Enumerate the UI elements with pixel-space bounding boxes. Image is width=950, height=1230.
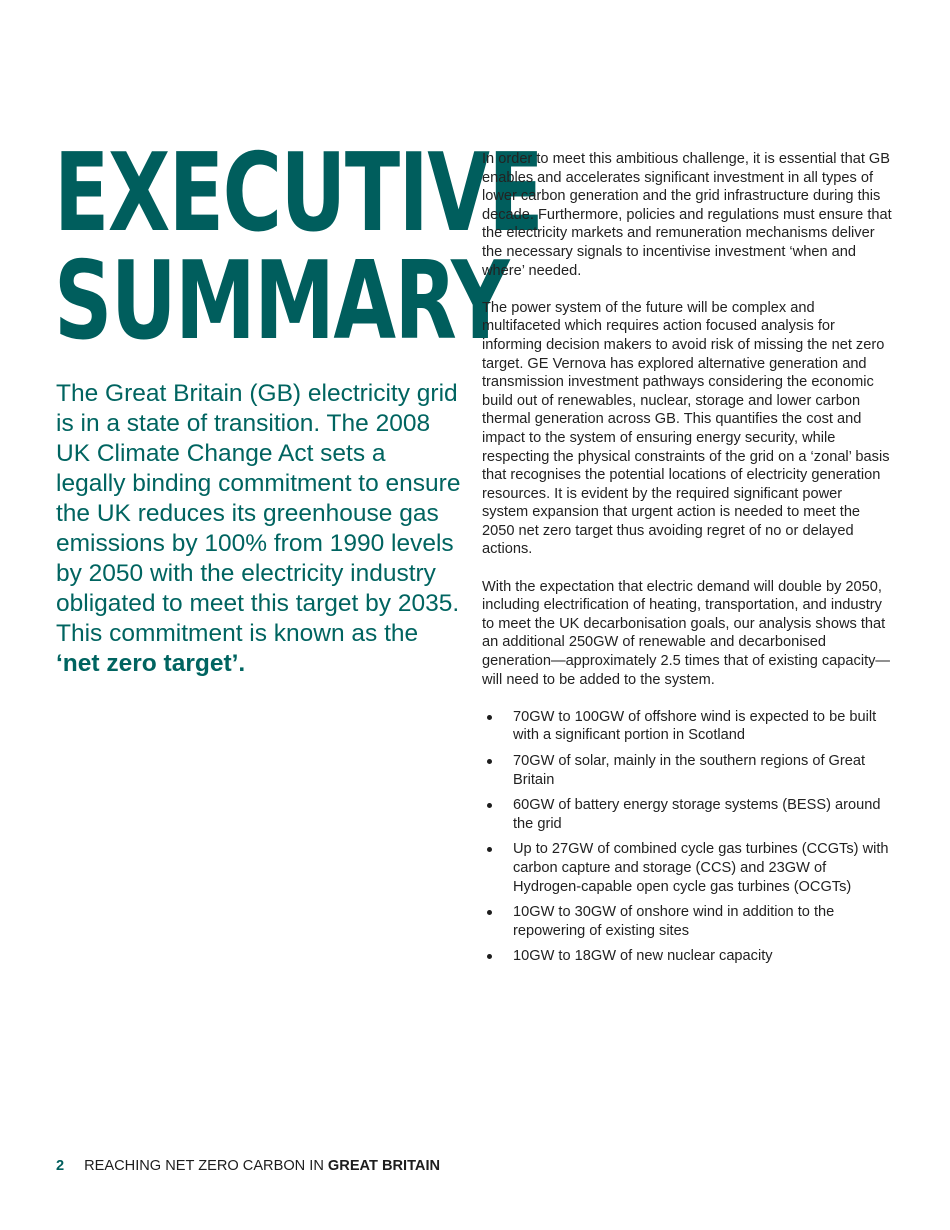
list-item: 70GW of solar, mainly in the southern regions of Great Britain — [482, 752, 892, 789]
list-item: 60GW of battery energy storage systems (BESS) around the grid — [482, 796, 892, 833]
capacity-list — [482, 708, 892, 966]
page-number: 2 — [56, 1158, 65, 1174]
page-title — [54, 131, 543, 364]
list-item: 70GW to 100GW of offshore wind is expected to be built with a significant portion in Scotland — [482, 708, 892, 745]
body-column — [482, 150, 892, 973]
intro-text: The Great Britain (GB) electricity grid is in a state of transition. The 2008 UK Climate Change Act sets a legally binding commitment to ensure the UK reduces its greenhouse gas emissions by 100% from 1990 levels by 2050 with the electricity industry obligated to meet this target by 2035. This commitment is known as the — [56, 380, 461, 647]
title-line-2: SUMMARY — [54, 239, 509, 364]
body-paragraph-2: The power system of the future will be complex and multifaceted which requires action focused analysis for informing decision makers to avoid risk of missing the net zero target. GE Vernova has explored alternative generation and transmission investment pathways considering the economic build out of renewables, nuclear, storage and lower carbon thermal generation across GB. This quantifies the cost and impact to the system of ensuring energy security, while respecting the physical constraints of the grid on a ‘zonal’ basis that recognises the potential locations of electricity generation resources. It is evident by the required significant power system expansion that urgent action is needed to meet the 2050 net zero target thus avoiding regret of no or delayed actions. — [482, 299, 890, 558]
footer-text: REACHING NET ZERO CARBON IN — [84, 1158, 328, 1174]
title-line-1: EXECUTIVE — [54, 131, 543, 256]
list-item: 10GW to 30GW of onshore wind in addition to the repowering of existing sites — [482, 903, 892, 940]
page-footer — [56, 1158, 440, 1174]
list-item: 10GW to 18GW of new nuclear capacity — [482, 947, 892, 966]
footer-emphasis: GREAT BRITAIN — [327, 1158, 441, 1174]
intro-emphasis: ‘net zero target’. — [56, 650, 246, 677]
intro-paragraph — [56, 379, 461, 679]
body-paragraph-1: In order to meet this ambitious challenge, it is essential that GB enables and accelerates significant investment in all types of lower carbon generation and the grid infrastructure during this decade. Furthermore, policies and regulations must ensure that the electricity markets and remuneration mechanisms deliver the necessary signals to incentivise investment ‘when and where’ needed. — [482, 151, 892, 279]
body-paragraph-3: With the expectation that electric demand will double by 2050, including electrification of heating, transportation, and industry to meet the UK decarbonisation goals, our analysis shows that an additional 250GW of renewable and decarbonised generation—approximately 2.5 times that of existing capacity—will need to be added to the system. — [482, 578, 891, 688]
list-item: Up to 27GW of combined cycle gas turbines (CCGTs) with carbon capture and storage (CCS) and 23GW of Hydrogen-capable open cycle gas turbines (OCGTs) — [482, 840, 892, 896]
